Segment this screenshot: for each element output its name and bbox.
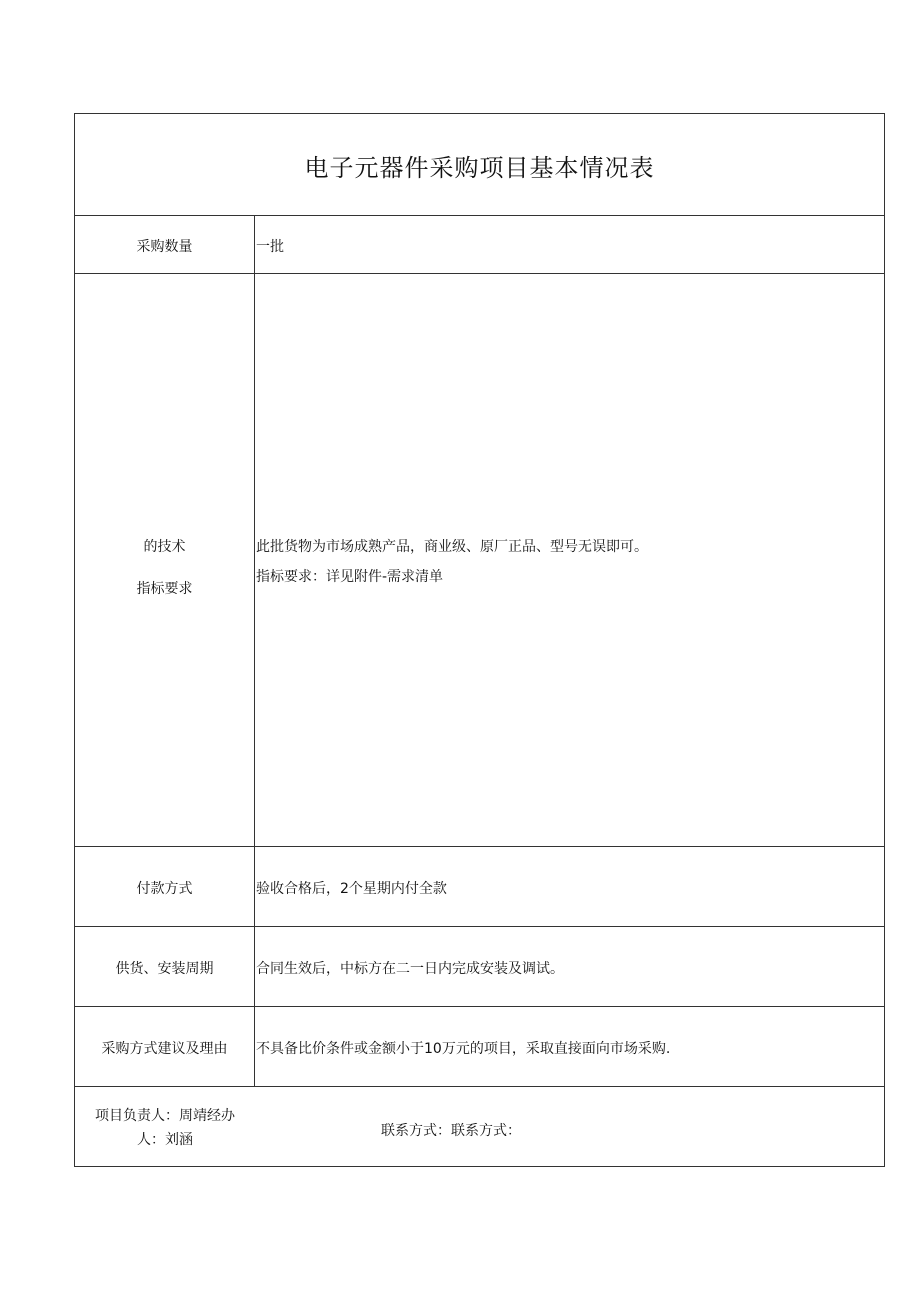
responsible-line2: 人：刘涵 (137, 1132, 193, 1148)
payment-label-cell (75, 847, 255, 926)
delivery-value: 合同生效后，中标方在二一日内完成安装及调试。 (256, 961, 564, 977)
method-row (75, 1007, 884, 1087)
title-row (75, 114, 884, 216)
responsible-line1: 项目负责人：周靖经办 (95, 1108, 235, 1124)
quantity-row (75, 216, 884, 274)
technical-value-line2: 指标要求：详见附件-需求清单 (256, 569, 444, 585)
payment-value-cell (256, 847, 884, 926)
technical-label-line1: 的技术 (143, 539, 186, 555)
delivery-label: 供货、安装周期 (115, 961, 214, 977)
quantity-value: 一批 (256, 239, 284, 255)
quantity-label: 采购数量 (136, 239, 193, 255)
footer-row (75, 1087, 884, 1166)
technical-label-cell (75, 274, 255, 846)
quantity-value-cell (256, 216, 884, 273)
procurement-form (74, 113, 885, 1167)
technical-row (75, 274, 884, 847)
technical-label-line2: 指标要求 (136, 581, 193, 597)
payment-label: 付款方式 (136, 881, 193, 897)
responsible-persons (75, 1104, 255, 1152)
contact-info: 联系方式：联系方式： (381, 1123, 521, 1139)
delivery-label-cell (75, 927, 255, 1006)
technical-value-line1: 此批货物为市场成熟产品，商业级、原厂正品、型号无误即可。 (256, 539, 648, 555)
delivery-row (75, 927, 884, 1007)
method-value-cell (256, 1007, 884, 1086)
delivery-value-cell (256, 927, 884, 1006)
method-label-cell (75, 1007, 255, 1086)
payment-value: 验收合格后，2个星期内付全款 (256, 881, 447, 897)
method-label: 采购方式建议及理由 (101, 1041, 228, 1057)
technical-value-cell (256, 274, 884, 846)
quantity-label-cell (75, 216, 255, 273)
payment-row (75, 847, 884, 927)
form-title: 电子元器件采购项目基本情况表 (304, 154, 655, 182)
method-value: 不具备比价条件或金额小于10万元的项目，采取直接面向市场采购. (256, 1041, 671, 1057)
